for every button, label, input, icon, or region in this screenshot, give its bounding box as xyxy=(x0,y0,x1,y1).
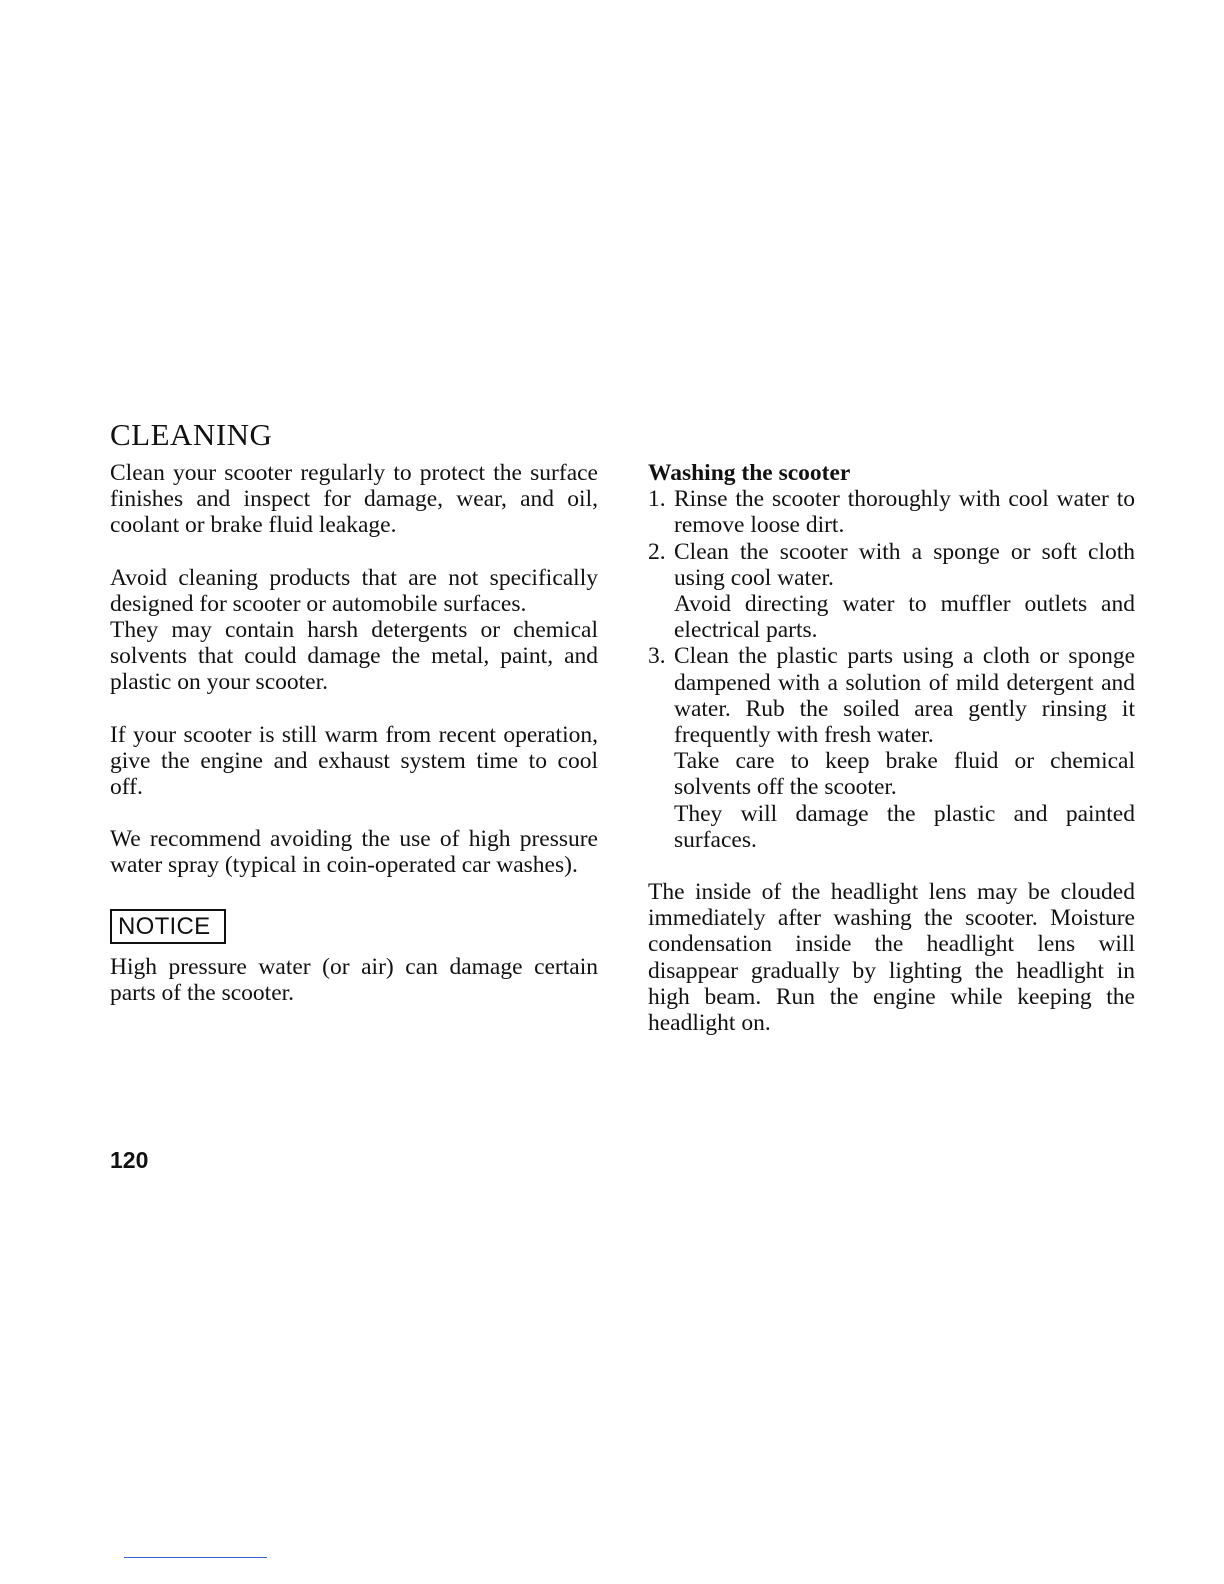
warm-engine-paragraph: If your scooter is still warm from recent operation, give the engine and exhaust system time to cool off. xyxy=(110,721,598,801)
step-number: 1. xyxy=(648,486,666,513)
step-number: 2. xyxy=(648,538,666,565)
step-text: Avoid directing water to muffler outlets and electrical parts. xyxy=(674,591,1135,644)
right-column xyxy=(648,460,1135,1036)
notice-text: High pressure water (or air) can damage certain parts of the scooter. xyxy=(110,953,598,1006)
step-text: Take care to keep brake fluid or chemical solvents off the scooter. xyxy=(674,748,1135,801)
step-number: 3. xyxy=(648,643,666,670)
step-text: Clean the scooter with a sponge or soft cloth using cool water. xyxy=(674,538,1135,591)
footer-rule xyxy=(124,1557,267,1558)
avoid-products-paragraph: Avoid cleaning products that are not specifically designed for scooter or automobile surfaces. xyxy=(110,564,598,617)
washing-steps-list xyxy=(648,486,1135,853)
washing-heading: Washing the scooter xyxy=(648,460,851,486)
left-column xyxy=(110,460,598,1006)
list-item xyxy=(648,643,1135,853)
list-item xyxy=(648,486,1135,538)
notice-label: NOTICE xyxy=(110,909,226,944)
intro-paragraph: Clean your scooter regularly to protect the surface finishes and inspect for damage, wear, and oil, coolant or brake fluid leakage. xyxy=(110,460,598,539)
high-pressure-paragraph: We recommend avoiding the use of high pressure water spray (typical in coin-operated car washes). xyxy=(110,826,598,879)
step-text: Rinse the scooter thoroughly with cool water to remove loose dirt. xyxy=(674,486,1135,539)
page-title: CLEANING xyxy=(110,417,273,452)
list-item xyxy=(648,539,1135,644)
page-number: 120 xyxy=(110,1147,149,1173)
harsh-detergents-paragraph: They may contain harsh detergents or chemical solvents that could damage the metal, paint, and plastic on your scooter. xyxy=(110,617,598,696)
headlight-paragraph: The inside of the headlight lens may be clouded immediately after washing the scooter. Moisture condensation inside the headlight lens will disappear gradually by lighting the headlight in high beam. Run the engine while keeping the headlight on. xyxy=(648,879,1135,1037)
step-text: Clean the plastic parts using a cloth or sponge dampened with a solution of mild detergent and water. Rub the soiled area gently rinsing it frequently with fresh water. xyxy=(674,643,1135,749)
step-text: They will damage the plastic and painted surfaces. xyxy=(674,800,1135,853)
